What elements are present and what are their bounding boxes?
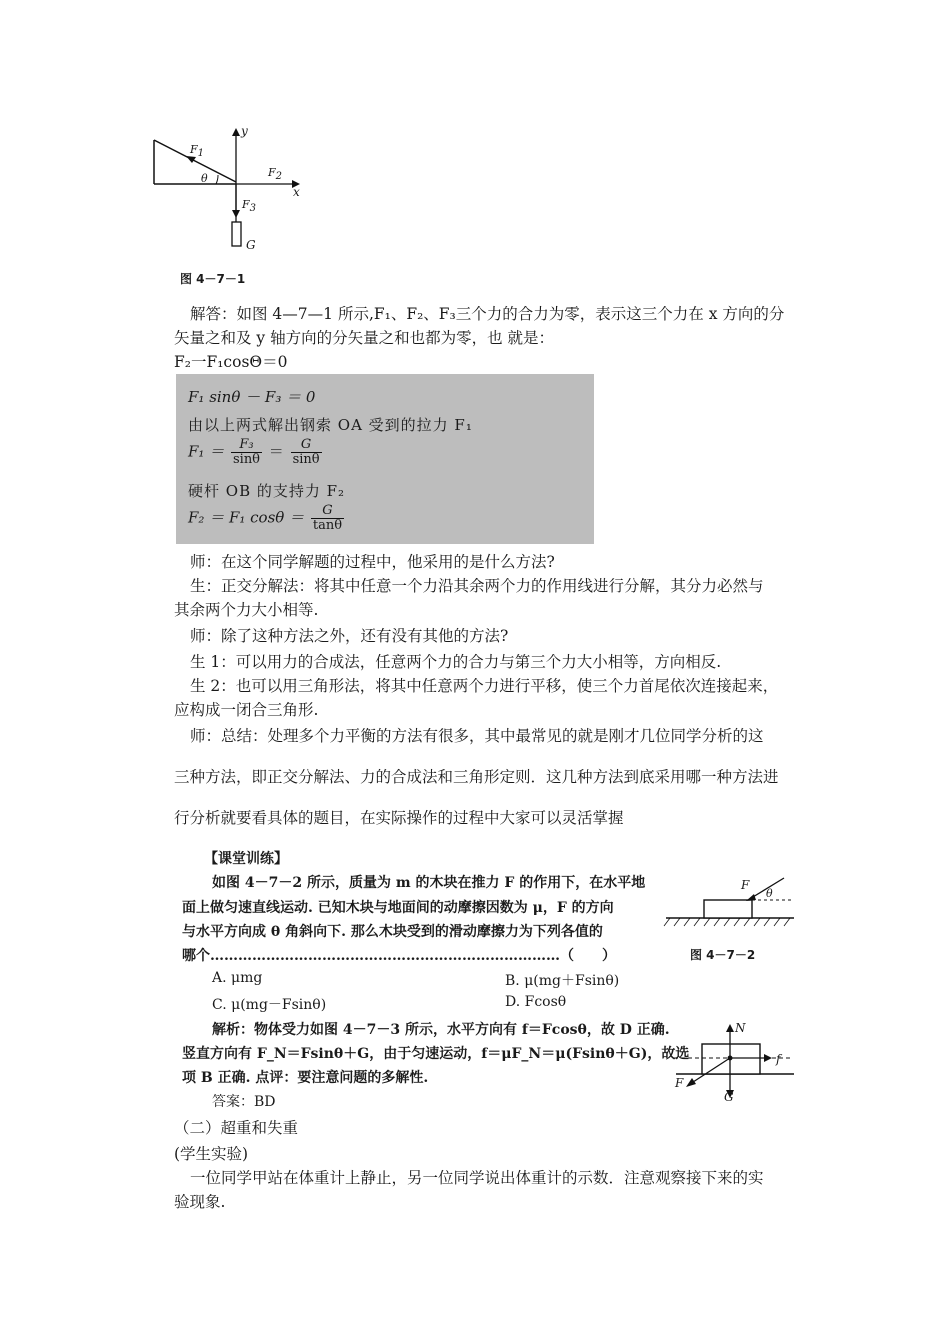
dialog-line: 生 1：可以用力的合成法，任意两个力的合力与第三个力大小相等，方向相反.: [190, 653, 722, 671]
fig3-g-label: G: [724, 1090, 734, 1104]
analysis-line: 项 B 正确. 点评：要注意问题的多解性.: [182, 1070, 429, 1086]
dialog-line: 生 2：也可以用三角形法，将其中任意两个力进行平移，使三个力首尾依次连接起来，: [190, 677, 779, 695]
fig2-caption: 图 4－7－2: [690, 948, 756, 962]
fig1-caption: 图 4－7－1: [180, 272, 246, 286]
answer-line-1: 解答：如图 4—7—1 所示,F₁、F₂、F₃三个力的合力为零，表示这三个力在 x 方向的分: [190, 305, 785, 323]
training-question-line: 与水平方向成 θ 角斜向下. 那么木块受到的滑动摩擦力为下列各值的: [182, 924, 603, 940]
equation-box: [176, 374, 594, 544]
fig1-f1-label: $F_1$: [190, 143, 205, 160]
box-line-1: F₁ sinθ － F₃ ＝ 0: [188, 388, 316, 406]
analysis-line: 解析：物体受力如图 4－7－3 所示，水平方向有 f＝Fcosθ，故 D 正确.: [212, 1022, 670, 1038]
analysis-line: 竖直方向有 F_N＝Fsinθ＋G，由于匀速运动，f＝μF_N＝μ(Fsinθ＋G)，故选: [182, 1046, 690, 1062]
fig1-f3-label: $F_3$: [242, 198, 257, 215]
dialog-line: 生：正交分解法：将其中任意一个力沿其余两个力的作用线进行分解，其分力必然与: [190, 577, 764, 595]
fig1-g-label: G: [246, 238, 256, 252]
option-c: C. μ(mg－Fsinθ): [212, 997, 327, 1013]
box-line-3: F₁ ＝ $\frac{\text{F₃}}{\sin\theta}$ ＝ $\frac{G}{\sin\theta}$: [188, 437, 320, 467]
fig1-theta-label: θ: [201, 172, 208, 185]
experiment-line: 验现象.: [174, 1193, 226, 1211]
student-experiment: (学生实验): [174, 1145, 249, 1163]
option-a: A. μmg: [212, 970, 263, 986]
figure-4-7-2: [660, 870, 800, 930]
dialog-line: 其余两个力大小相等.: [174, 601, 319, 619]
fig1-x-label: x: [293, 185, 300, 199]
dialog-line: 师：在这个同学解题的过程中，他采用的是什么方法?: [190, 553, 555, 571]
experiment-line: 一位同学甲站在体重计上静止，另一位同学说出体重计的示数．注意观察接下来的实: [190, 1169, 764, 1187]
option-b: B. μ(mg＋Fsinθ): [505, 973, 620, 989]
answer-line-2: 矢量之和及 y 轴方向的分矢量之和也都为零，也 就是：: [174, 329, 555, 347]
section-heading: （二）超重和失重: [174, 1119, 299, 1137]
fig1-f2-label: $F_2$: [268, 166, 283, 183]
option-d: D. Fcosθ: [505, 994, 567, 1010]
dialog-line: 师：除了这种方法之外，还有没有其他的方法?: [190, 627, 509, 645]
training-question-line: 如图 4－7－2 所示，质量为 m 的木块在推力 F 的作用下，在水平地: [212, 875, 646, 891]
figure-4-7-1: [146, 126, 306, 258]
fig3-f-label: f: [776, 1052, 781, 1066]
fig1-y-label: y: [241, 124, 248, 138]
fig3-bigf-label: F: [675, 1076, 684, 1090]
box-line-2: 由以上两式解出钢索 OA 受到的拉力 F₁: [188, 416, 473, 434]
training-heading: 【课堂训练】: [204, 851, 288, 867]
fig3-n-label: N: [735, 1021, 746, 1035]
fig2-f-label: F: [741, 878, 750, 892]
dialog-line: 三种方法，即正交分解法、力的合成法和三角形定则．这几种方法到底采用哪一种方法进: [174, 768, 779, 786]
fig2-theta-label: θ: [766, 887, 773, 900]
box-line-5: F₂ ＝ F₁ cosθ ＝ $\frac{G}{\tan\theta}$: [188, 503, 343, 533]
box-line-4: 硬杆 OB 的支持力 F₂: [188, 482, 346, 500]
equation-1: F₂一F₁cosΘ＝0: [174, 353, 288, 371]
training-question-line: 哪个…………………………………………………………………（ ）: [182, 948, 616, 964]
answer-text: 答案：BD: [212, 1094, 276, 1110]
training-question-line: 面上做匀速直线运动. 已知木块与地面间的动摩擦因数为 μ，F 的方向: [182, 900, 614, 916]
dialog-line: 师：总结：处理多个力平衡的方法有很多，其中最常见的就是刚才几位同学分析的这: [190, 727, 764, 745]
dialog-line: 行分析就要看具体的题目，在实际操作的过程中大家可以灵活掌握: [174, 809, 624, 827]
dialog-line: 应构成一闭合三角形.: [174, 701, 319, 719]
